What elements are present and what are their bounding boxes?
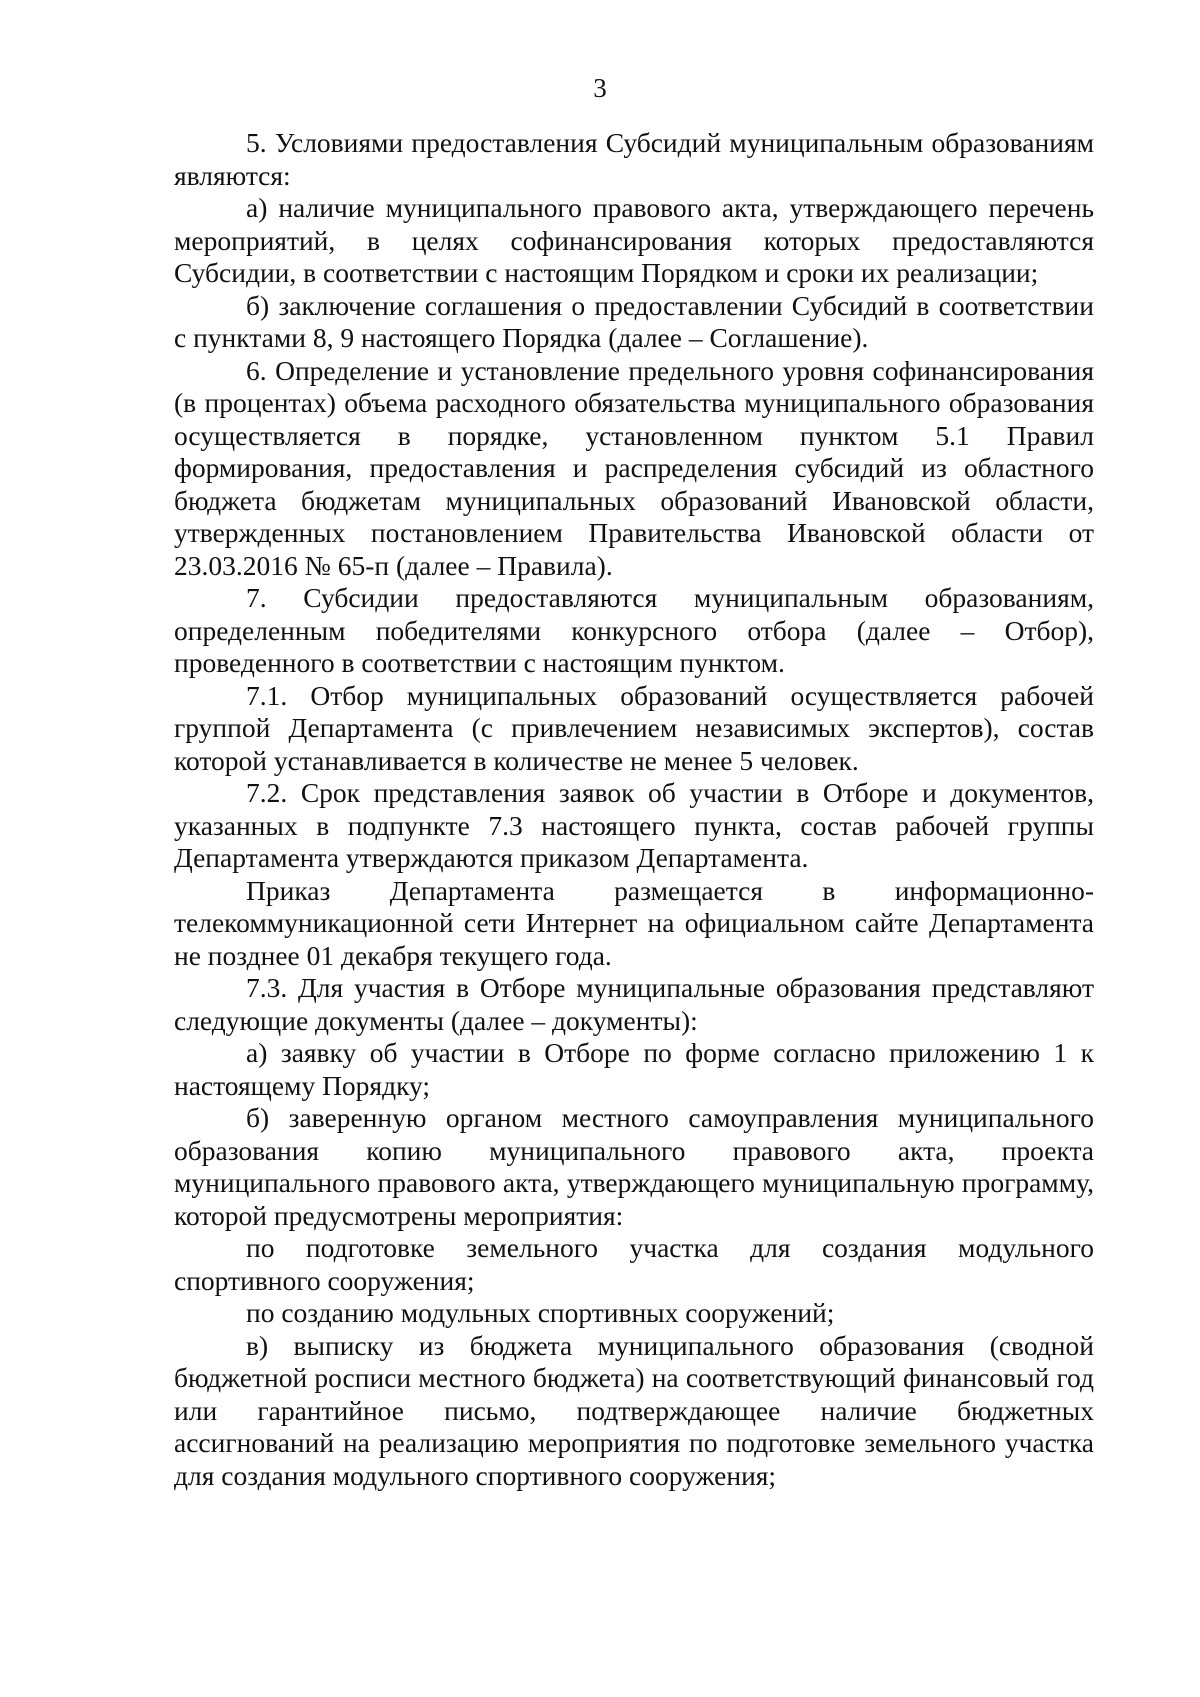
paragraph-7-3a: а) заявку об участии в Отборе по форме согласно приложению 1 к настоящему Порядку; (174, 1037, 1094, 1101)
paragraph-7-2: 7.2. Срок представления заявок об участии в Отборе и документов, указанных в подпункте 7.3 настоящего пункта, состав рабочей группы Департамента утверждаются приказом Департамента. (174, 777, 1094, 873)
page-number: 3 (593, 73, 607, 103)
paragraph-land-preparation: по подготовке земельного участка для создания модульного спортивного сооружения; (174, 1232, 1094, 1296)
paragraph-order-publication: Приказ Департамента размещается в информационно-телекоммуникационной сети Интернет на официальном сайте Департамента не позднее 01 декабря текущего года. (174, 874, 1094, 971)
paragraph-7: 7. Субсидии предоставляются муниципальным образованиям, определенным победителями конкурсного отбора (далее – Отбор), проведенного в соответствии с настоящим пунктом. (174, 582, 1094, 678)
paragraph-5a: а) наличие муниципального правового акта, утверждающего перечень мероприятий, в целях софинансирования которых предоставляются Субсидии, в соответствии с настоящим Порядком и сроки их реализации; (174, 192, 1094, 288)
paragraph-7-3b: б) заверенную органом местного самоуправления муниципального образования копию муниципального правового акта, проекта муниципального правового акта, утверждающего муниципальную программу, которой предусмотрены мероприятия: (174, 1102, 1094, 1231)
paragraph-7-3v: в) выписку из бюджета муниципального образования (сводной бюджетной росписи местного бюджета) на соответствующий финансовый год или гарантийное письмо, подтверждающее наличие бюджетных ассигнований на реализацию мероприятия по подготовке земельного участка для создания модульного спортивного сооружения; (174, 1329, 1094, 1491)
paragraph-5b: б) заключение соглашения о предоставлении Субсидий в соответствии с пунктами 8, 9 настоящего Порядка (далее – Соглашение). (174, 289, 1094, 353)
paragraph-5: 5. Условиями предоставления Субсидий муниципальным образованиям являются: (174, 127, 1094, 191)
paragraph-modular-facilities: по созданию модульных спортивных сооружений; (246, 1297, 835, 1328)
document-body (174, 127, 1094, 1492)
paragraph-6: 6. Определение и установление предельного уровня софинансирования (в процентах) объема расходного обязательства муниципального образования осуществляется в порядке, установленном пунктом 5.1 Правил формирования, предоставления и распределения субсидий из областного бюджета бюджетам муниципальных образований Ивановской области, утвержденных постановлением Правительства Ивановской области от 23.03.2016 № 65-п (далее – Правила). (174, 354, 1094, 581)
paragraph-7-3: 7.3. Для участия в Отборе муниципальные образования представляют следующие документы (далее – документы): (174, 972, 1094, 1036)
paragraph-7-1: 7.1. Отбор муниципальных образований осуществляется рабочей группой Департамента (с привлечением независимых экспертов), состав которой устанавливается в количестве не менее 5 человек. (174, 679, 1094, 776)
